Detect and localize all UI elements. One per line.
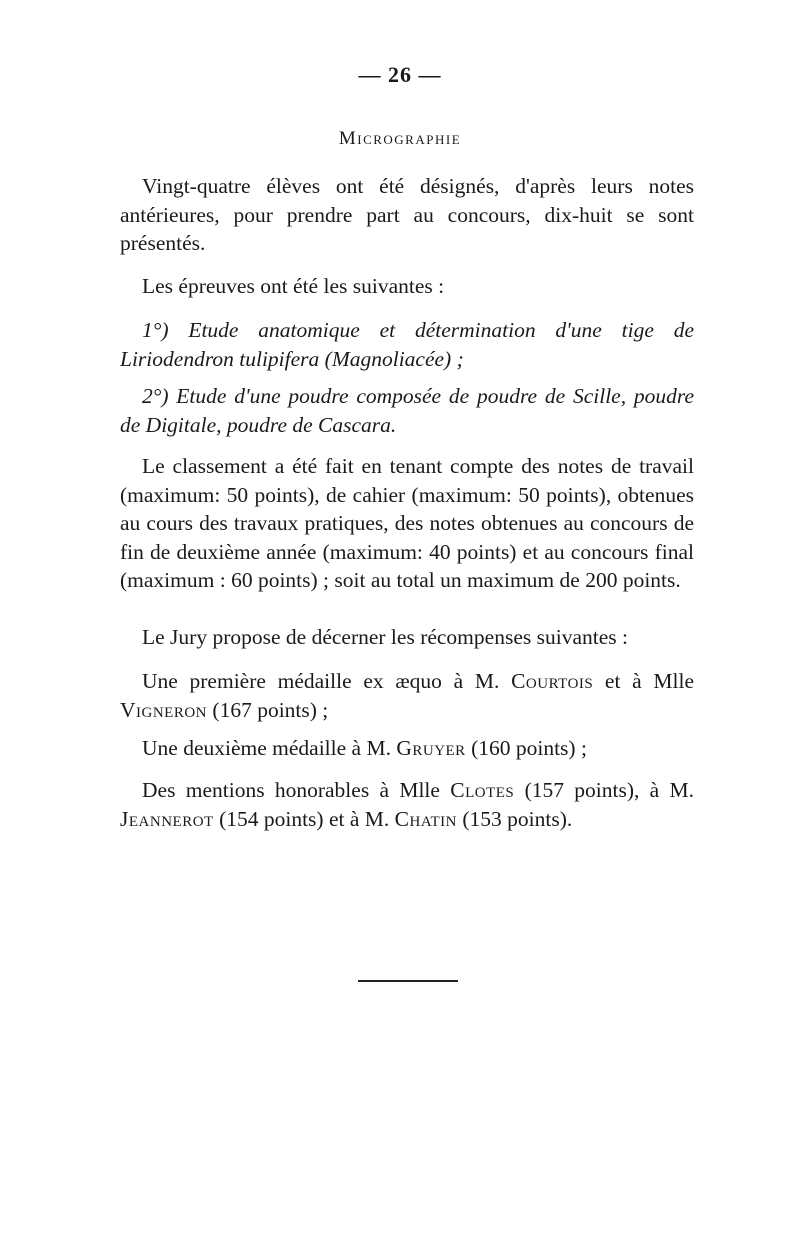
text-segment: et à Mlle: [593, 669, 694, 693]
text-segment: (167 points) ;: [207, 697, 329, 722]
text-segment: (153 points).: [456, 806, 573, 831]
text-segment: (157 points), à M.: [514, 778, 694, 802]
laureate-name: Clotes: [450, 778, 515, 802]
paragraph-epreuves: Les épreuves ont été les suivantes :: [142, 274, 445, 298]
paragraph-epreuve-1: 1°) Etude anatomique et détermination d'une tige de Liriodendron tulipifera (Magnoliacée) ;: [120, 318, 694, 371]
paragraph-epreuve-2: 2°) Etude d'une poudre composée de poudre de Scille, poudre de Digitale, poudre de Cascara.: [120, 384, 694, 437]
laureate-name: Jeannerot: [120, 806, 214, 831]
laureate-name: Gruyer: [396, 736, 466, 760]
laureate-name: Chatin: [394, 806, 457, 831]
text-segment: (160 points) ;: [465, 736, 587, 760]
page-number: — 26 —: [358, 62, 442, 87]
text-segment: Une première médaille ex æquo à M.: [142, 669, 512, 693]
paragraph-jury: Le Jury propose de décerner les récompenses suivantes :: [142, 625, 628, 649]
laureate-name: Courtois: [511, 669, 594, 693]
laureate-name: Vigneron: [120, 697, 208, 722]
text-segment: Des mentions honorables à Mlle: [142, 778, 451, 802]
paragraph-premiere-medaille: [120, 667, 694, 724]
section-title: Micrographie: [338, 128, 462, 149]
paragraph-mentions: [120, 776, 694, 833]
text-segment: (154 points) et à M.: [213, 806, 395, 831]
paragraph-intro: Vingt-quatre élèves ont été désignés, d'après leurs notes antérieures, pour prendre part au concours, dix-huit se sont présentés.: [120, 174, 694, 255]
paragraph-deuxieme-medaille: [120, 734, 694, 763]
closing-rule: [358, 980, 458, 982]
paragraph-classement: Le classement a été fait en tenant compte des notes de travail (maximum: 50 points), de cahier (maximum: 50 points), obtenues au cours des travaux pratiques, des notes obtenues au concours de fin de deuxième année (maximum: 40 points) et au concours final (maximum : 60 points) ; soit au total un maximum de 200 points.: [120, 454, 694, 592]
text-segment: Une deuxième médaille à M.: [142, 736, 397, 760]
